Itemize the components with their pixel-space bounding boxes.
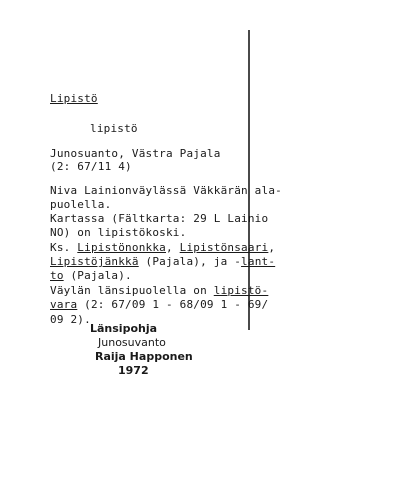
- reference-line: (2: 67/11 4): [50, 160, 132, 173]
- see-also-lipistonsaari: Lipistönsaari: [179, 241, 269, 254]
- connector-text: (Pajala), ja -: [138, 255, 242, 268]
- separator: ,: [268, 241, 276, 254]
- see-also-lipistovara-part1: lipistö-: [213, 284, 269, 297]
- stamp-region: Länsipohja: [90, 322, 158, 335]
- description-line-7: [50, 269, 132, 282]
- stamp-year: 1972: [118, 364, 149, 377]
- card-header: Lipistö: [50, 92, 98, 105]
- description-line-8: [50, 284, 268, 297]
- stamp-collector: Raija Happonen: [95, 350, 193, 363]
- see-also-prefix: Ks.: [50, 241, 78, 254]
- description-line-2: puolella.: [50, 198, 112, 211]
- see-also-lipistovara-part2: vara: [50, 298, 78, 311]
- parish-note: (Pajala).: [63, 269, 132, 282]
- see-also-lantto-part2: to: [50, 269, 64, 282]
- place-line: Junosuanto, Västra Pajala: [50, 147, 221, 160]
- description-line-10: 09 2).: [50, 313, 91, 326]
- description-line-4: NO) on lipistökoski.: [50, 226, 187, 239]
- west-side-text: Väylän länsipuolella on: [50, 284, 214, 297]
- map-refs: (2: 67/09 1 - 68/09 1 - 69/: [77, 298, 269, 311]
- description-line-1: Niva Lainionväylässä Väkkärän ala-: [50, 184, 282, 197]
- separator: ,: [166, 241, 180, 254]
- description-line-3: Kartassa (Fältkarta: 29 L Lainio: [50, 212, 269, 225]
- see-also-lantto-part1: lant-: [241, 255, 276, 268]
- see-also-lipistojankka: Lipistöjänkkä: [50, 255, 139, 268]
- card-title: lipistö: [90, 122, 138, 135]
- description-line-5: [50, 241, 275, 254]
- stamp-village: Junosuvanto: [98, 336, 166, 349]
- description-line-6: [50, 255, 275, 268]
- description-line-9: [50, 298, 268, 311]
- see-also-lipistononkka: Lipistönonkka: [77, 241, 166, 254]
